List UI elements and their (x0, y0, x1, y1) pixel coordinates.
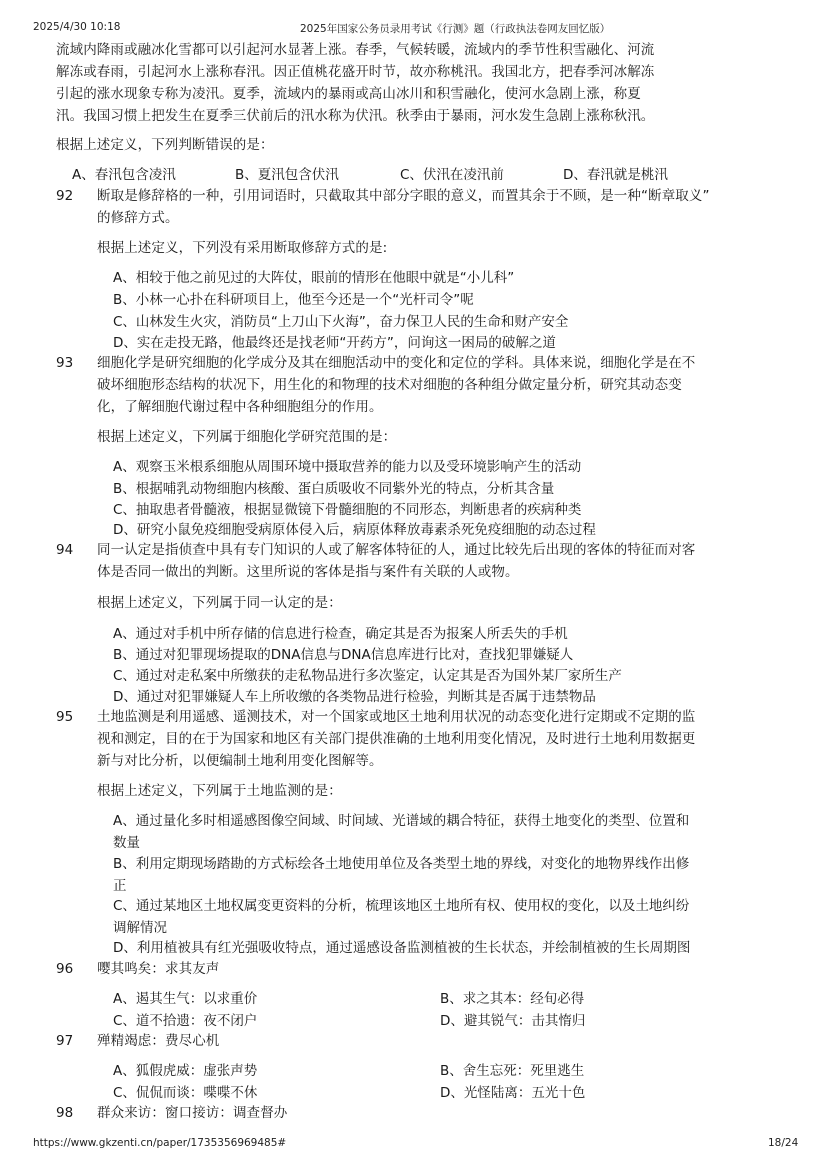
q91-option-a[interactable]: A、春汛包含凌汛 (72, 167, 176, 183)
q95-option-b-cont[interactable]: 正 (113, 878, 127, 894)
question-number: 98 (56, 1105, 74, 1121)
q93-option-b[interactable]: B、根据哺乳动物细胞内核酸、蛋白质吸收不同紫外光的特点，分析其含量 (113, 481, 555, 497)
q92-option-c[interactable]: C、山林发生火灾，消防员“上刀山下火海”，奋力保卫人民的生命和财产安全 (113, 314, 569, 330)
q94-option-c[interactable]: C、通过对走私案中所缴获的走私物品进行多次鉴定，认定其是否为国外某厂家所生产 (113, 668, 622, 684)
q92-text-line: 断取是修辞格的一种，引用词语时，只截取其中部分字眼的意义，而置其余于不顾，是一种“断章取义” (97, 188, 710, 204)
q97-stem: 殚精竭虑：费尽心机 (97, 1033, 220, 1049)
q97-option-d[interactable]: D、光怪陆离：五光十色 (440, 1085, 586, 1101)
question-number: 95 (56, 709, 74, 725)
q93-prompt: 根据上述定义，下列属于细胞化学研究范围的是： (97, 429, 397, 445)
q96-option-c[interactable]: C、道不拾遗：夜不闭户 (113, 1013, 258, 1029)
q94-text-line: 同一认定是指侦查中具有专门知识的人或了解客体特征的人，通过比较先后出现的客体的特征而对客 (97, 542, 696, 558)
q93-option-a[interactable]: A、观察玉米根系细胞从周围环境中摄取营养的能力以及受环境影响产生的活动 (113, 459, 582, 475)
q92-option-b[interactable]: B、小林一心扑在科研项目上，他至今还是一个“光杆司令”呢 (113, 292, 474, 308)
q93-text-line: 细胞化学是研究细胞的化学成分及其在细胞活动中的变化和定位的学科。具体来说，细胞化学是在不 (97, 355, 696, 371)
q91-option-c[interactable]: C、伏汛在凌汛前 (400, 167, 504, 183)
q98-stem: 群众来访：窗口接访：调查督办 (97, 1105, 288, 1121)
q91-prompt: 根据上述定义，下列判断错误的是： (56, 137, 274, 153)
q95-option-a[interactable]: A、通过量化多时相遥感图像空间域、时间域、光谱域的耦合特征，获得土地变化的类型、位置和 (113, 813, 690, 829)
question-number: 92 (56, 188, 74, 204)
q97-option-c[interactable]: C、侃侃而谈：喋喋不休 (113, 1085, 258, 1101)
q93-option-c[interactable]: C、抽取患者骨髓液，根据显微镜下骨髓细胞的不同形态，判断患者的疾病种类 (113, 502, 582, 518)
q94-option-b[interactable]: B、通过对犯罪现场提取的DNA信息与DNA信息库进行比对，查找犯罪嫌疑人 (113, 647, 574, 663)
q95-text-line: 新与对比分析，以便编制土地利用变化图解等。 (97, 753, 383, 769)
q95-text-line: 土地监测是利用遥感、遥测技术，对一个国家或地区土地利用状况的动态变化进行定期或不定期的监 (97, 709, 696, 725)
q95-option-c[interactable]: C、通过某地区土地权属变更资料的分析，梳理该地区土地所有权、使用权的变化，以及土地纠纷 (113, 898, 690, 914)
q95-option-d[interactable]: D、利用植被具有红光强吸收特点，通过遥感设备监测植被的生长状态，并绘制植被的生长周期图 (113, 940, 691, 956)
q95-option-a-cont[interactable]: 数量 (113, 835, 140, 851)
q92-option-d[interactable]: D、实在走投无路，他最终还是找老师“开药方”，问询这一困局的破解之道 (113, 335, 556, 351)
q91-text-line: 流域内降雨或融冰化雪都可以引起河水显著上涨。春季，气候转暖，流域内的季节性积雪融化、河流 (56, 42, 655, 58)
q97-option-a[interactable]: A、狐假虎威：虚张声势 (113, 1063, 258, 1079)
q94-option-a[interactable]: A、通过对手机中所存储的信息进行检查，确定其是否为报案人所丢失的手机 (113, 626, 568, 642)
q95-text-line: 视和测定，目的在于为国家和地区有关部门提供准确的土地利用变化情况，及时进行土地利用数据更 (97, 731, 696, 747)
q93-option-d[interactable]: D、研究小鼠免疫细胞受病原体侵入后，病原体释放毒素杀死免疫细胞的动态过程 (113, 522, 596, 538)
q96-option-a[interactable]: A、遏其生气：以求重价 (113, 991, 258, 1007)
question-number: 93 (56, 355, 74, 371)
q96-option-b[interactable]: B、求之其本：经旬必得 (440, 991, 585, 1007)
q95-prompt: 根据上述定义，下列属于土地监测的是： (97, 783, 342, 799)
question-number: 96 (56, 961, 74, 977)
q93-text-line: 化，了解细胞代谢过程中各种细胞组分的作用。 (97, 399, 383, 415)
q95-option-b[interactable]: B、利用定期现场踏勘的方式标绘各土地使用单位及各类型土地的界线，对变化的地物界线作出修 (113, 856, 690, 872)
q92-prompt: 根据上述定义，下列没有采用断取修辞方式的是: (97, 240, 388, 256)
q94-text-line: 体是否同一做出的判断。这里所说的客体是指与案件有关联的人或物。 (97, 564, 519, 580)
print-datetime: 2025/4/30 10:18 (33, 21, 121, 33)
q93-text-line: 破坏细胞形态结构的状况下，用生化的和物理的技术对细胞的各种组分做定量分析，研究其动态变 (97, 377, 682, 393)
question-number: 94 (56, 542, 74, 558)
q92-option-a[interactable]: A、相较于他之前见过的大阵仗，眼前的情形在他眼中就是“小儿科” (113, 270, 515, 286)
q95-option-c-cont[interactable]: 调解情况 (113, 920, 167, 936)
document-title: 2025年国家公务员录用考试《行测》题（行政执法卷网友回忆版） (300, 23, 611, 35)
q92-text-line: 的修辞方式。 (97, 210, 179, 226)
page-url[interactable]: https://www.gkzenti.cn/paper/1735356969485# (33, 1137, 287, 1149)
q91-option-b[interactable]: B、夏汛包含伏汛 (235, 167, 339, 183)
q91-text-line: 引起的涨水现象专称为凌汛。夏季，流域内的暴雨或高山冰川和积雪融化，使河水急剧上涨，称夏 (56, 86, 641, 102)
q94-prompt: 根据上述定义，下列属于同一认定的是： (97, 595, 342, 611)
q97-option-b[interactable]: B、舍生忘死：死里逃生 (440, 1063, 585, 1079)
q96-option-d[interactable]: D、避其锐气：击其惰归 (440, 1013, 586, 1029)
question-number: 97 (56, 1033, 74, 1049)
page-number: 18/24 (768, 1137, 799, 1149)
q91-text-line: 汛。我国习惯上把发生在夏季三伏前后的汛水称为伏汛。秋季由于暴雨，河水发生急剧上涨称秋汛。 (56, 108, 655, 124)
q91-option-d[interactable]: D、春汛就是桃汛 (563, 167, 668, 183)
q94-option-d[interactable]: D、通过对犯罪嫌疑人车上所收缴的各类物品进行检验，判断其是否属于违禁物品 (113, 689, 596, 705)
q91-text-line: 解冻或春雨，引起河水上涨称春汛。因正值桃花盛开时节，故亦称桃汛。我国北方，把春季河冰解冻 (56, 64, 655, 80)
q96-stem: 嘤其鸣矣：求其友声 (97, 961, 220, 977)
